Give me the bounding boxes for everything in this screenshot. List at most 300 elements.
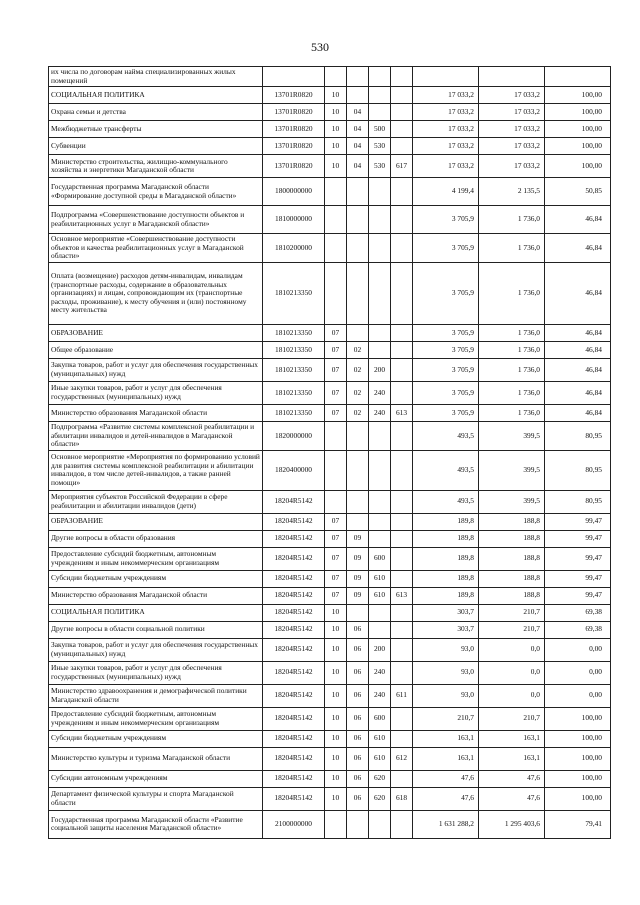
row-plan-cell: 47,6 — [413, 787, 479, 810]
row-name-cell: Основное мероприятие «Совершенствование доступности объектов и качества реабилитационных услуг в Магаданской области» — [49, 234, 263, 263]
row-plan-cell: 493,5 — [413, 490, 479, 513]
row-subsection-cell: 06 — [347, 770, 369, 787]
row-expense-type-cell: 200 — [369, 358, 391, 381]
row-section-cell — [325, 490, 347, 513]
row-name-cell: Субсидии автономным учреждениям — [49, 770, 263, 787]
row-actual-cell: 210,7 — [479, 707, 545, 730]
row-plan-cell: 493,5 — [413, 450, 479, 490]
row-plan-cell: 493,5 — [413, 421, 479, 450]
row-subsection-cell — [347, 490, 369, 513]
row-actual-cell: 163,1 — [479, 747, 545, 770]
row-plan-cell: 303,7 — [413, 621, 479, 638]
row-percent-cell: 46,84 — [545, 262, 611, 324]
row-actual-cell: 47,6 — [479, 787, 545, 810]
row-expense-type-cell — [369, 530, 391, 547]
table-row — [49, 547, 611, 570]
row-section-cell — [325, 262, 347, 324]
row-section-cell — [325, 178, 347, 206]
row-kcsr-cell: 1810213350 — [263, 358, 325, 381]
table-row — [49, 358, 611, 381]
row-actual-cell: 17 033,2 — [479, 121, 545, 138]
table-row — [49, 450, 611, 490]
row-admin-code-cell — [391, 547, 413, 570]
table-row — [49, 730, 611, 747]
row-plan-cell: 93,0 — [413, 638, 479, 661]
row-subsection-cell: 02 — [347, 381, 369, 404]
row-expense-type-cell: 620 — [369, 787, 391, 810]
row-percent-cell: 46,84 — [545, 404, 611, 421]
row-subsection-cell: 04 — [347, 155, 369, 178]
row-subsection-cell — [347, 604, 369, 621]
row-plan-cell: 93,0 — [413, 684, 479, 707]
row-section-cell: 10 — [325, 770, 347, 787]
row-expense-type-cell: 200 — [369, 638, 391, 661]
row-expense-type-cell: 600 — [369, 707, 391, 730]
row-name-cell: Министерство образования Магаданской области — [49, 404, 263, 421]
row-section-cell: 10 — [325, 604, 347, 621]
row-expense-type-cell — [369, 513, 391, 530]
table-row — [49, 421, 611, 450]
row-admin-code-cell: 613 — [391, 587, 413, 604]
row-plan-cell: 303,7 — [413, 604, 479, 621]
table-row — [49, 621, 611, 638]
row-expense-type-cell — [369, 621, 391, 638]
table-row — [49, 587, 611, 604]
table-row — [49, 490, 611, 513]
row-percent-cell: 99,47 — [545, 587, 611, 604]
row-name-cell: Министерство образования Магаданской области — [49, 587, 263, 604]
row-section-cell: 10 — [325, 155, 347, 178]
row-plan-cell: 210,7 — [413, 707, 479, 730]
row-kcsr-cell: 13701R0820 — [263, 138, 325, 155]
row-section-cell: 07 — [325, 570, 347, 587]
row-actual-cell: 163,1 — [479, 730, 545, 747]
row-percent-cell: 99,47 — [545, 530, 611, 547]
row-subsection-cell: 09 — [347, 570, 369, 587]
row-expense-type-cell — [369, 450, 391, 490]
row-actual-cell: 2 135,5 — [479, 178, 545, 206]
row-section-cell: 10 — [325, 87, 347, 104]
row-percent-cell: 46,84 — [545, 358, 611, 381]
row-kcsr-cell: 1810000000 — [263, 206, 325, 234]
row-kcsr-cell: 2100000000 — [263, 810, 325, 838]
row-subsection-cell: 06 — [347, 787, 369, 810]
row-name-cell: Предоставление субсидий бюджетным, автономным учреждениям и иным некоммерческим организациям — [49, 707, 263, 730]
row-subsection-cell — [347, 810, 369, 838]
row-admin-code-cell: 617 — [391, 155, 413, 178]
row-expense-type-cell — [369, 206, 391, 234]
row-kcsr-cell: 18204R5142 — [263, 770, 325, 787]
row-admin-code-cell — [391, 104, 413, 121]
row-admin-code-cell — [391, 341, 413, 358]
row-kcsr-cell: 18204R5142 — [263, 513, 325, 530]
table-row — [49, 404, 611, 421]
row-plan-cell: 3 705,9 — [413, 324, 479, 341]
row-subsection-cell: 06 — [347, 661, 369, 684]
row-name-cell: Иные закупки товаров, работ и услуг для обеспечения государственных (муниципальных) нужд — [49, 661, 263, 684]
row-kcsr-cell: 13701R0820 — [263, 121, 325, 138]
row-section-cell: 07 — [325, 404, 347, 421]
row-subsection-cell: 09 — [347, 587, 369, 604]
row-plan-cell: 17 033,2 — [413, 155, 479, 178]
row-subsection-cell — [347, 206, 369, 234]
row-name-cell: Подпрограмма «Совершенствование доступности объектов и реабилитационных услуг в Магаданской области» — [49, 206, 263, 234]
row-kcsr-cell: 1810200000 — [263, 234, 325, 263]
row-kcsr-cell: 1810213350 — [263, 341, 325, 358]
row-admin-code-cell — [391, 661, 413, 684]
row-actual-cell: 399,5 — [479, 421, 545, 450]
row-kcsr-cell: 18204R5142 — [263, 547, 325, 570]
row-section-cell: 10 — [325, 104, 347, 121]
row-admin-code-cell — [391, 604, 413, 621]
row-section-cell: 10 — [325, 747, 347, 770]
row-actual-cell: 210,7 — [479, 604, 545, 621]
row-name-cell: Субвенции — [49, 138, 263, 155]
row-subsection-cell: 09 — [347, 547, 369, 570]
row-kcsr-cell: 13701R0820 — [263, 155, 325, 178]
row-admin-code-cell — [391, 770, 413, 787]
row-expense-type-cell — [369, 262, 391, 324]
row-kcsr-cell: 1820000000 — [263, 421, 325, 450]
row-percent-cell: 100,00 — [545, 121, 611, 138]
row-admin-code-cell: 611 — [391, 684, 413, 707]
row-admin-code-cell — [391, 421, 413, 450]
row-expense-type-cell — [369, 87, 391, 104]
row-section-cell: 10 — [325, 638, 347, 661]
row-percent-cell: 80,95 — [545, 450, 611, 490]
row-percent-cell: 99,47 — [545, 513, 611, 530]
row-percent-cell: 80,95 — [545, 421, 611, 450]
row-section-cell — [325, 450, 347, 490]
row-subsection-cell: 06 — [347, 747, 369, 770]
table-body — [49, 67, 611, 839]
row-name-cell: Министерство культуры и туризма Магаданской области — [49, 747, 263, 770]
row-plan-cell: 189,8 — [413, 530, 479, 547]
row-section-cell — [325, 234, 347, 263]
table-row — [49, 206, 611, 234]
row-expense-type-cell — [369, 490, 391, 513]
table-row — [49, 87, 611, 104]
row-kcsr-cell: 18204R5142 — [263, 787, 325, 810]
row-percent-cell: 100,00 — [545, 87, 611, 104]
row-admin-code-cell — [391, 530, 413, 547]
row-plan-cell: 189,8 — [413, 513, 479, 530]
row-actual-cell: 1 295 403,6 — [479, 810, 545, 838]
row-percent-cell: 0,00 — [545, 684, 611, 707]
table-row — [49, 747, 611, 770]
row-name-cell: СОЦИАЛЬНАЯ ПОЛИТИКА — [49, 604, 263, 621]
row-plan-cell: 3 705,9 — [413, 404, 479, 421]
row-kcsr-cell: 18204R5142 — [263, 530, 325, 547]
row-percent-cell: 99,47 — [545, 547, 611, 570]
table-row — [49, 234, 611, 263]
row-expense-type-cell — [369, 604, 391, 621]
row-section-cell: 07 — [325, 530, 347, 547]
row-expense-type-cell: 240 — [369, 661, 391, 684]
row-name-cell: Государственная программа Магаданской области «Развитие социальной защиты населения Магаданской области» — [49, 810, 263, 838]
row-kcsr-cell: 1810213350 — [263, 324, 325, 341]
row-name-cell: Другие вопросы в области социальной политики — [49, 621, 263, 638]
row-kcsr-cell: 18204R5142 — [263, 684, 325, 707]
row-subsection-cell: 09 — [347, 530, 369, 547]
row-expense-type-cell — [369, 67, 391, 87]
row-percent-cell: 46,84 — [545, 341, 611, 358]
row-actual-cell: 17 033,2 — [479, 155, 545, 178]
row-percent-cell: 100,00 — [545, 155, 611, 178]
row-percent-cell: 69,38 — [545, 604, 611, 621]
row-section-cell: 07 — [325, 513, 347, 530]
row-expense-type-cell: 600 — [369, 547, 391, 570]
table-row — [49, 262, 611, 324]
row-actual-cell: 188,8 — [479, 547, 545, 570]
row-subsection-cell: 06 — [347, 638, 369, 661]
table-row — [49, 770, 611, 787]
row-admin-code-cell — [391, 490, 413, 513]
row-plan-cell: 3 705,9 — [413, 381, 479, 404]
row-plan-cell: 47,6 — [413, 770, 479, 787]
row-admin-code-cell — [391, 67, 413, 87]
row-kcsr-cell: 18204R5142 — [263, 730, 325, 747]
row-plan-cell: 3 705,9 — [413, 206, 479, 234]
row-actual-cell: 1 736,0 — [479, 262, 545, 324]
row-admin-code-cell: 612 — [391, 747, 413, 770]
row-expense-type-cell — [369, 421, 391, 450]
row-section-cell: 07 — [325, 358, 347, 381]
table-row — [49, 178, 611, 206]
row-name-cell: Закупка товаров, работ и услуг для обеспечения государственных (муниципальных) нужд — [49, 638, 263, 661]
row-plan-cell: 93,0 — [413, 661, 479, 684]
row-kcsr-cell: 1810213350 — [263, 262, 325, 324]
table-row — [49, 121, 611, 138]
row-plan-cell: 3 705,9 — [413, 358, 479, 381]
row-plan-cell: 17 033,2 — [413, 104, 479, 121]
row-expense-type-cell: 620 — [369, 770, 391, 787]
row-subsection-cell — [347, 178, 369, 206]
row-name-cell: Департамент физической культуры и спорта Магаданской области — [49, 787, 263, 810]
row-plan-cell: 189,8 — [413, 587, 479, 604]
row-kcsr-cell: 1820400000 — [263, 450, 325, 490]
table-row — [49, 341, 611, 358]
row-percent-cell: 80,95 — [545, 490, 611, 513]
row-name-cell: Основное мероприятие «Мероприятия по формированию условий для развития системы комплексной реабилитации и абилитации инвалидов, в том числе детей-инвалидов, а также ранней помощи» — [49, 450, 263, 490]
row-name-cell: Межбюджетные трансферты — [49, 121, 263, 138]
row-admin-code-cell — [391, 358, 413, 381]
row-plan-cell: 17 033,2 — [413, 138, 479, 155]
row-expense-type-cell — [369, 178, 391, 206]
row-percent-cell: 100,00 — [545, 104, 611, 121]
row-kcsr-cell: 1810213350 — [263, 381, 325, 404]
row-actual-cell: 188,8 — [479, 513, 545, 530]
row-percent-cell: 100,00 — [545, 138, 611, 155]
row-expense-type-cell — [369, 810, 391, 838]
table-row — [49, 138, 611, 155]
table-row — [49, 787, 611, 810]
row-subsection-cell — [347, 421, 369, 450]
row-plan-cell: 3 705,9 — [413, 262, 479, 324]
row-subsection-cell: 02 — [347, 341, 369, 358]
row-kcsr-cell: 13701R0820 — [263, 87, 325, 104]
row-admin-code-cell — [391, 121, 413, 138]
table-row — [49, 570, 611, 587]
row-admin-code-cell — [391, 707, 413, 730]
row-subsection-cell: 04 — [347, 104, 369, 121]
row-subsection-cell: 04 — [347, 138, 369, 155]
row-expense-type-cell: 610 — [369, 570, 391, 587]
row-percent-cell: 100,00 — [545, 730, 611, 747]
row-subsection-cell — [347, 450, 369, 490]
row-admin-code-cell — [391, 87, 413, 104]
row-kcsr-cell: 18204R5142 — [263, 661, 325, 684]
table-row — [49, 707, 611, 730]
row-kcsr-cell: 18204R5142 — [263, 747, 325, 770]
row-actual-cell: 1 736,0 — [479, 324, 545, 341]
row-kcsr-cell: 18204R5142 — [263, 707, 325, 730]
row-kcsr-cell: 18204R5142 — [263, 490, 325, 513]
row-section-cell — [325, 421, 347, 450]
row-name-cell: их числа по договорам найма специализированных жилых помещений — [49, 67, 263, 87]
row-admin-code-cell — [391, 621, 413, 638]
row-section-cell: 10 — [325, 787, 347, 810]
row-expense-type-cell: 610 — [369, 587, 391, 604]
row-name-cell: Подпрограмма «Развитие системы комплексной реабилитации и абилитации инвалидов и детей-инвалидов в Магаданской области» — [49, 421, 263, 450]
row-subsection-cell: 02 — [347, 404, 369, 421]
table-row — [49, 810, 611, 838]
row-kcsr-cell: 18204R5142 — [263, 638, 325, 661]
row-actual-cell: 210,7 — [479, 621, 545, 638]
budget-table — [48, 66, 611, 839]
row-plan-cell: 163,1 — [413, 730, 479, 747]
row-name-cell: Мероприятия субъектов Российской Федерации в сфере реабилитации и абилитации инвалидов (дети) — [49, 490, 263, 513]
row-expense-type-cell — [369, 324, 391, 341]
row-expense-type-cell: 240 — [369, 404, 391, 421]
row-actual-cell: 188,8 — [479, 530, 545, 547]
row-admin-code-cell — [391, 638, 413, 661]
row-subsection-cell — [347, 67, 369, 87]
row-name-cell: Охрана семьи и детства — [49, 104, 263, 121]
row-actual-cell — [479, 67, 545, 87]
row-section-cell: 10 — [325, 730, 347, 747]
row-percent-cell: 0,00 — [545, 638, 611, 661]
row-name-cell: Государственная программа Магаданской области «Формирование доступной среды в Магаданской области» — [49, 178, 263, 206]
row-kcsr-cell: 1800000000 — [263, 178, 325, 206]
row-name-cell: Министерство строительства, жилищно-коммунального хозяйства и энергетики Магаданской области — [49, 155, 263, 178]
row-plan-cell: 189,8 — [413, 547, 479, 570]
row-actual-cell: 47,6 — [479, 770, 545, 787]
row-section-cell: 07 — [325, 381, 347, 404]
row-actual-cell: 1 736,0 — [479, 358, 545, 381]
row-section-cell — [325, 67, 347, 87]
row-expense-type-cell — [369, 341, 391, 358]
row-admin-code-cell — [391, 810, 413, 838]
row-actual-cell: 1 736,0 — [479, 404, 545, 421]
table-row — [49, 67, 611, 87]
page-number: 530 — [311, 40, 329, 54]
table-row — [49, 155, 611, 178]
row-section-cell: 10 — [325, 121, 347, 138]
row-plan-cell: 189,8 — [413, 570, 479, 587]
row-percent-cell: 100,00 — [545, 747, 611, 770]
row-plan-cell: 3 705,9 — [413, 341, 479, 358]
row-percent-cell: 46,84 — [545, 381, 611, 404]
row-percent-cell: 100,00 — [545, 787, 611, 810]
table-row — [49, 684, 611, 707]
row-percent-cell: 79,41 — [545, 810, 611, 838]
row-name-cell: ОБРАЗОВАНИЕ — [49, 324, 263, 341]
row-percent-cell: 46,84 — [545, 234, 611, 263]
row-actual-cell: 399,5 — [479, 490, 545, 513]
row-name-cell: Закупка товаров, работ и услуг для обеспечения государственных (муниципальных) нужд — [49, 358, 263, 381]
row-expense-type-cell: 530 — [369, 155, 391, 178]
row-section-cell: 10 — [325, 661, 347, 684]
row-admin-code-cell — [391, 730, 413, 747]
row-name-cell: Предоставление субсидий бюджетным, автономным учреждениям и иным некоммерческим организациям — [49, 547, 263, 570]
row-section-cell: 07 — [325, 587, 347, 604]
row-percent-cell: 46,84 — [545, 206, 611, 234]
row-percent-cell: 100,00 — [545, 707, 611, 730]
row-admin-code-cell — [391, 381, 413, 404]
row-percent-cell: 69,38 — [545, 621, 611, 638]
row-actual-cell: 0,0 — [479, 638, 545, 661]
row-admin-code-cell — [391, 570, 413, 587]
row-subsection-cell: 06 — [347, 730, 369, 747]
row-kcsr-cell: 18204R5142 — [263, 621, 325, 638]
row-percent-cell: 100,00 — [545, 770, 611, 787]
row-plan-cell: 17 033,2 — [413, 87, 479, 104]
row-name-cell: Субсидии бюджетным учреждениям — [49, 730, 263, 747]
row-section-cell — [325, 206, 347, 234]
row-kcsr-cell: 13701R0820 — [263, 104, 325, 121]
row-name-cell: Иные закупки товаров, работ и услуг для обеспечения государственных (муниципальных) нужд — [49, 381, 263, 404]
table-row — [49, 604, 611, 621]
table-row — [49, 513, 611, 530]
table-row — [49, 324, 611, 341]
row-name-cell: Общее образование — [49, 341, 263, 358]
row-section-cell — [325, 810, 347, 838]
row-percent-cell: 46,84 — [545, 324, 611, 341]
row-section-cell: 10 — [325, 138, 347, 155]
row-actual-cell: 17 033,2 — [479, 138, 545, 155]
row-actual-cell: 0,0 — [479, 661, 545, 684]
row-expense-type-cell: 610 — [369, 730, 391, 747]
row-admin-code-cell: 613 — [391, 404, 413, 421]
row-actual-cell: 1 736,0 — [479, 206, 545, 234]
row-admin-code-cell — [391, 138, 413, 155]
row-plan-cell: 163,1 — [413, 747, 479, 770]
row-section-cell: 10 — [325, 684, 347, 707]
row-kcsr-cell: 18204R5142 — [263, 570, 325, 587]
row-percent-cell: 0,00 — [545, 661, 611, 684]
row-actual-cell: 1 736,0 — [479, 381, 545, 404]
row-name-cell: Оплата (возмещение) расходов детям-инвалидам, инвалидам (транспортные расходы, содержание в образовательных организациях) и лицам, сопровождающим их (транспортные расходы, проживание), к месту обучения и (или) постоянному месту жительства — [49, 262, 263, 324]
row-section-cell: 07 — [325, 341, 347, 358]
row-expense-type-cell — [369, 104, 391, 121]
row-subsection-cell — [347, 513, 369, 530]
row-admin-code-cell — [391, 324, 413, 341]
row-actual-cell: 399,5 — [479, 450, 545, 490]
row-section-cell: 10 — [325, 621, 347, 638]
row-section-cell: 07 — [325, 324, 347, 341]
row-kcsr-cell: 1810213350 — [263, 404, 325, 421]
row-admin-code-cell — [391, 450, 413, 490]
row-kcsr-cell: 18204R5142 — [263, 604, 325, 621]
row-expense-type-cell: 500 — [369, 121, 391, 138]
row-percent-cell: 99,47 — [545, 570, 611, 587]
row-subsection-cell — [347, 324, 369, 341]
row-actual-cell: 17 033,2 — [479, 104, 545, 121]
row-actual-cell: 1 736,0 — [479, 341, 545, 358]
row-percent-cell: 50,85 — [545, 178, 611, 206]
row-subsection-cell: 06 — [347, 707, 369, 730]
